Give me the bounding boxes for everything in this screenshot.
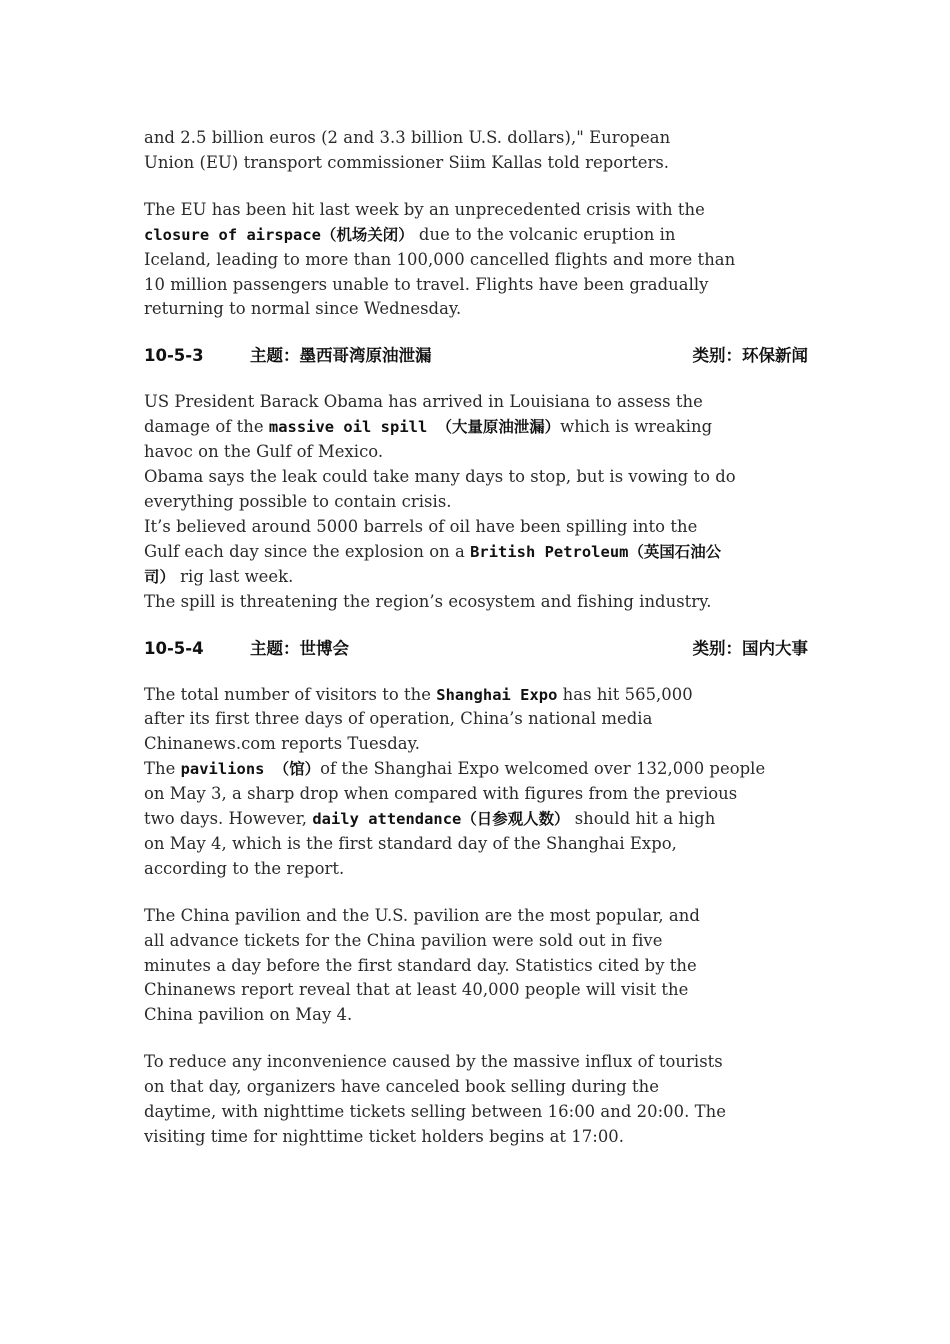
paragraph xyxy=(144,904,808,1029)
paragraph-text: The xyxy=(144,759,181,779)
paragraph-text: The China pavilion and the U.S. pavilion are the most popular, and all advance tickets for the China pavilion were sold out in five minutes a day before the first standard day. Statistics cited by the Chinanews report reveal that at least 40,000 people will visit the China pavilion on May 4. xyxy=(144,905,700,1025)
paragraph-text: The EU has been hit last week by an unprecedented crisis with the xyxy=(144,199,705,219)
paragraph-text: which is wreaking havoc on the Gulf of Mexico. xyxy=(144,417,713,462)
paragraph-text: rig last week. xyxy=(174,566,294,586)
paragraph xyxy=(144,198,808,323)
paragraph xyxy=(144,590,808,615)
section-number: 10-5-4 xyxy=(144,638,204,658)
section-topic: 主题：墨西哥湾原油泄漏 xyxy=(250,346,432,366)
paragraph xyxy=(144,757,808,882)
paragraph-text: US President Barack Obama has arrived in Louisiana to assess the damage of the xyxy=(144,392,703,437)
paragraph-text: It’s believed around 5000 barrels of oil have been spilling into the Gulf each day since the explosion on a xyxy=(144,516,698,561)
key-term: Shanghai Expo xyxy=(436,685,558,704)
section-number: 10-5-3 xyxy=(144,346,204,366)
paragraph xyxy=(144,126,808,176)
paragraph xyxy=(144,1050,808,1150)
paragraph-text: The spill is threatening the region’s ecosystem and fishing industry. xyxy=(144,591,712,611)
paragraph-text: due to the volcanic eruption in Iceland, leading to more than 100,000 cancelled flights and more than 10 million passengers unable to travel. Flights have been gradually returning to normal since Wednesday. xyxy=(144,224,736,319)
key-term: British Petroleum（英国石油公 司） xyxy=(144,542,722,586)
section-category: 类别：国内大事 xyxy=(692,638,808,658)
paragraph xyxy=(144,515,808,590)
key-term: closure of airspace（机场关闭） xyxy=(144,225,414,244)
paragraph-text: To reduce any inconvenience caused by the massive influx of tourists on that day, organizers have canceled book selling during the daytime, with nighttime tickets selling between 16:00 and 20:00. The visiting time for nighttime ticket holders begins at 17:00. xyxy=(144,1052,726,1146)
paragraph xyxy=(144,390,808,465)
paragraph xyxy=(144,465,808,515)
section-heading xyxy=(144,637,808,661)
paragraph-text: has hit 565,000 after its first three days of operation, China’s national media Chinanews.com reports Tuesday. xyxy=(144,684,693,754)
paragraph-text: Obama says the leak could take many days to stop, but is vowing to do everything possible to contain crisis. xyxy=(144,467,736,511)
paragraph xyxy=(144,683,808,758)
section-heading-left xyxy=(144,344,432,368)
section-category: 类别：环保新闻 xyxy=(692,346,808,366)
paragraph-text: and 2.5 billion euros (2 and 3.3 billion U.S. dollars)," European Union (EU) transport commissioner Siim Kallas told reporters. xyxy=(144,128,671,172)
section-heading-left xyxy=(144,637,349,661)
section-topic: 主题：世博会 xyxy=(250,638,349,658)
section-heading xyxy=(144,344,808,368)
key-term: massive oil spill （大量原油泄漏） xyxy=(268,418,561,437)
paragraph-text: The total number of visitors to the xyxy=(144,684,437,704)
paragraph-text: should hit a high on May 4, which is the first standard day of the Shanghai Expo, according to the report. xyxy=(144,809,716,878)
paragraph-text: of the Shanghai Expo welcomed over 132,000 people on May 3, a sharp drop when compared with figures from the previous two days. However, xyxy=(144,759,766,829)
document-page xyxy=(144,126,808,1172)
key-term: pavilions （馆） xyxy=(180,760,321,779)
key-term: daily attendance（日参观人数） xyxy=(312,810,570,829)
